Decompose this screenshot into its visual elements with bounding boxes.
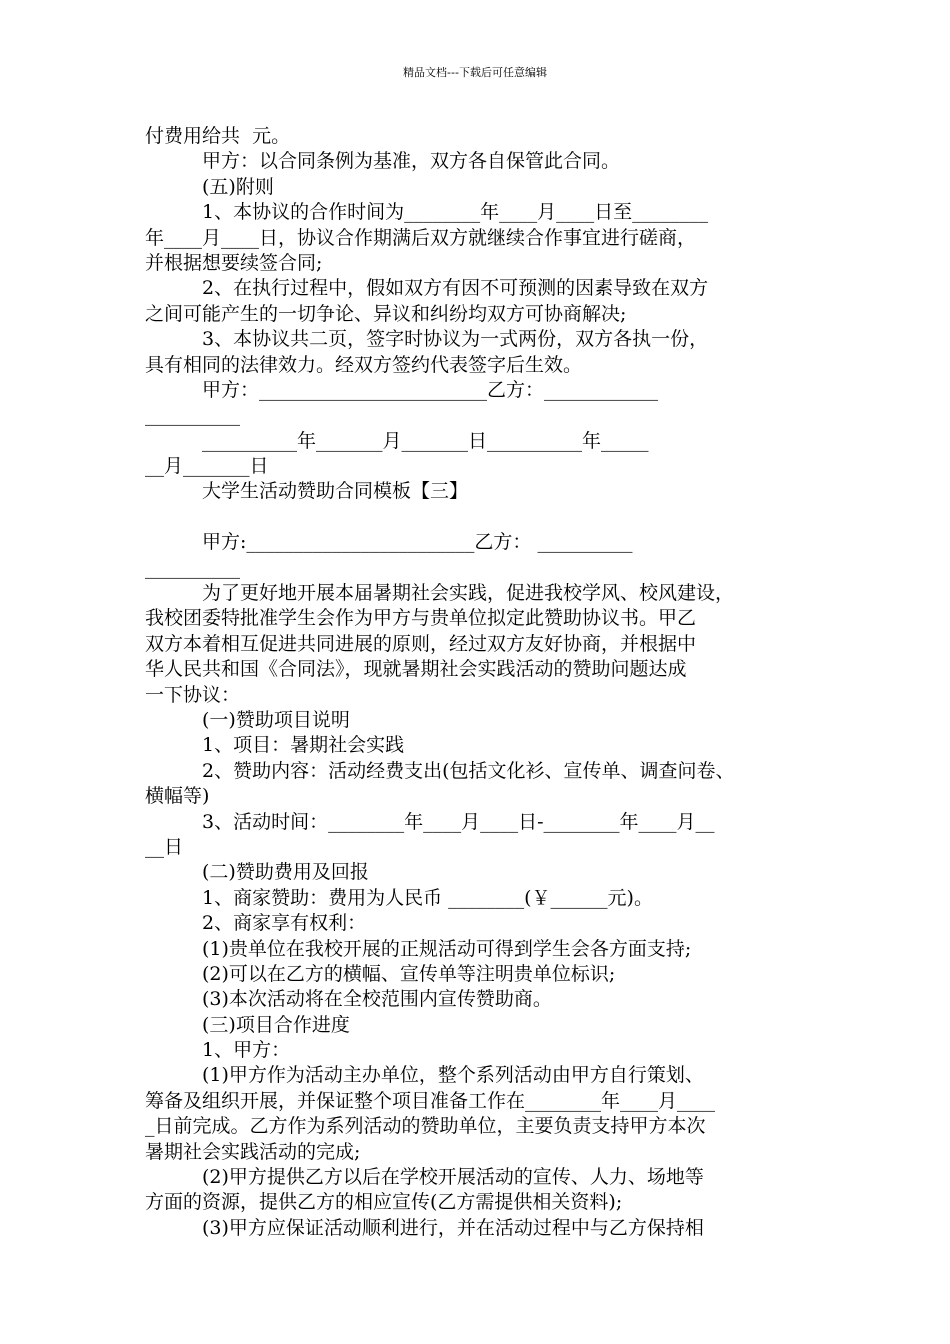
document-line: 为了更好地开展本届暑期社会实践，促进我校学风、校风建设， bbox=[202, 582, 735, 605]
document-line: (2)可以在乙方的横幅、宣传单等注明贵单位标识; bbox=[202, 962, 616, 985]
document-line: 甲方：以合同条例为基准，双方各自保管此合同。 bbox=[202, 150, 621, 173]
document-line: 并根据想要续签合同; bbox=[145, 251, 323, 274]
page-header: 精品文档---下载后可任意编辑 bbox=[403, 66, 547, 79]
document-line: (2)甲方提供乙方以后在学校开展活动的宣传、人力、场地等 bbox=[202, 1166, 704, 1189]
document-line: 横幅等) bbox=[145, 785, 210, 808]
document-line: (二)赞助费用及回报 bbox=[202, 861, 369, 884]
document-line: (1)甲方作为活动主办单位，整个系列活动由甲方自行策划、 bbox=[202, 1064, 704, 1087]
document-line: (一)赞助项目说明 bbox=[202, 708, 350, 731]
document-line: 之间可能产生的一切争论、异议和纠纷均双方可协商解决; bbox=[145, 302, 627, 325]
document-line: __________ bbox=[145, 556, 240, 579]
document-line: __________ bbox=[145, 404, 240, 427]
document-line: 1、甲方： bbox=[202, 1039, 291, 1062]
document-line: 2、赞助内容：活动经费支出(包括文化衫、宣传单、调查问卷、 bbox=[202, 759, 735, 782]
document-line: 暑期社会实践活动的完成; bbox=[145, 1140, 361, 1163]
document-line: 付费用给共 元。 bbox=[145, 125, 291, 147]
document-line: 一下协议： bbox=[145, 683, 241, 706]
document-line: (三)项目合作进度 bbox=[202, 1013, 350, 1036]
document-line: 2、商家享有权利： bbox=[202, 912, 367, 935]
document-line: 具有相同的法律效力。经双方签约代表签字后生效。 bbox=[145, 353, 583, 376]
document-line: 方面的资源，提供乙方的相应宣传(乙方需提供相关资料); bbox=[145, 1191, 623, 1214]
document-line: (3)本次活动将在全校范围内宣传赞助商。 bbox=[202, 988, 552, 1011]
document-line: (3)甲方应保证活动顺利进行，并在活动过程中与乙方保持相 bbox=[202, 1216, 704, 1239]
document-line: __月_______日 bbox=[145, 455, 269, 478]
document-line: 2、在执行过程中，假如双方有因不可预测的因素导致在双方 bbox=[202, 277, 709, 300]
document-line: 华人民共和国《合同法》，现就暑期社会实践活动的赞助问题达成 bbox=[145, 658, 687, 681]
document-line: 大学生活动赞助合同模板【三】 bbox=[202, 480, 469, 503]
document-line: (1)贵单位在我校开展的正规活动可得到学生会各方面支持; bbox=[202, 937, 692, 960]
document-line: (五)附则 bbox=[202, 175, 274, 198]
document-line: 甲方：________________________乙方：____________ bbox=[202, 378, 659, 401]
document-line: 1、商家赞助：费用为人民币 ________(￥______元)。 bbox=[202, 886, 653, 909]
document-line: 双方本着相互促进共同进展的原则，经过双方友好协商，并根据中 bbox=[145, 632, 697, 655]
document-line: __________年_______月_______日__________年_____ bbox=[202, 429, 649, 452]
document-line: 甲方:________________________乙方： __________ bbox=[202, 531, 633, 554]
document-line bbox=[145, 505, 817, 530]
document-line: 3、活动时间：________年____月____日-________年____月__ bbox=[202, 810, 715, 833]
document-body bbox=[145, 124, 817, 1241]
document-line: 我校团委特批准学生会作为甲方与贵单位拟定此赞助协议书。甲乙 bbox=[145, 607, 697, 630]
document-line: 1、项目：暑期社会实践 bbox=[202, 734, 405, 757]
document-line: 3、本协议共二页，签字时协议为一式两份，双方各执一份， bbox=[202, 328, 709, 351]
document-line: 1、本协议的合作时间为________年____月____日至________ bbox=[202, 201, 709, 224]
document-line: _日前完成。乙方作为系列活动的赞助单位，主要负责支持甲方本次 bbox=[145, 1115, 706, 1138]
document-line: 筹备及组织开展，并保证整个项目准备工作在________年____月____ bbox=[145, 1089, 716, 1112]
document-line: __日 bbox=[145, 835, 184, 858]
document-line: 年____月____日，协议合作期满后双方就继续合作事宜进行磋商， bbox=[145, 226, 697, 249]
